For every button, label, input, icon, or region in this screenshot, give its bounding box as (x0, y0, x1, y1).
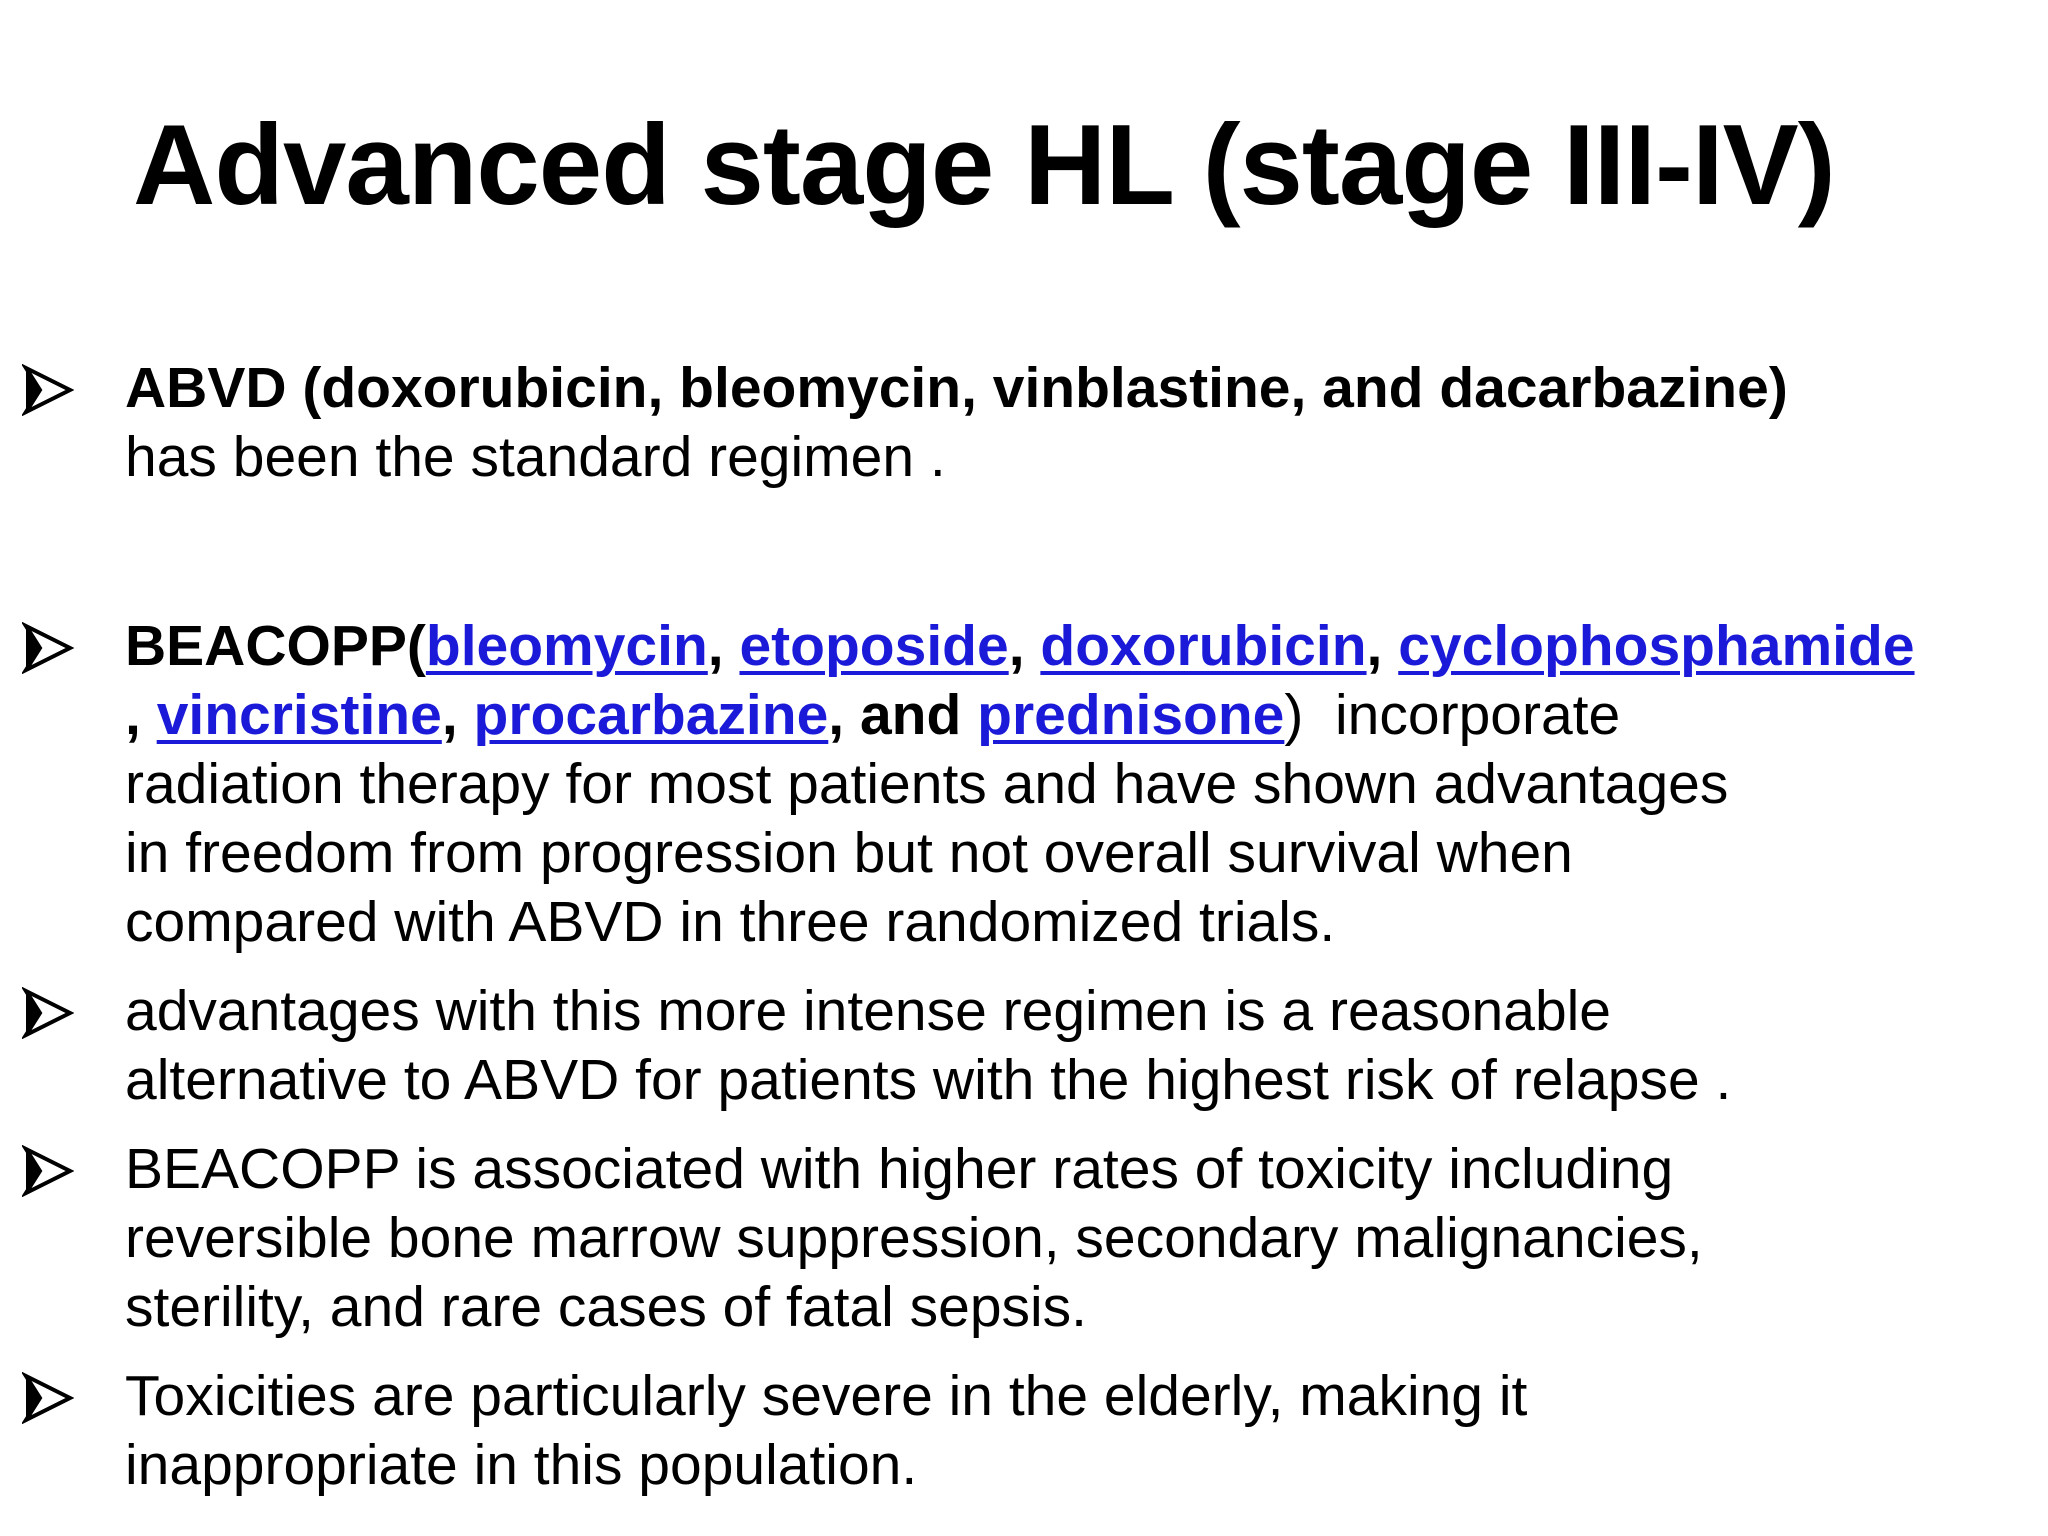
drug-link-prednisone[interactable]: prednisone (977, 683, 1285, 747)
arrowhead-bullet-icon (22, 987, 74, 1039)
bullet-prefix: BEACOPP( (125, 614, 426, 678)
bullet-text-line: reversible bone marrow suppression, secondary malignancies, (125, 1206, 1703, 1270)
bullet-item (0, 1362, 2025, 1500)
separator: , and (828, 683, 978, 747)
bullet-text-line: advantages with this more intense regimen is a reasonable (125, 979, 1612, 1043)
bullet-text: incorporate (1303, 683, 1621, 747)
bullet-text-line: compared with ABVD in three randomized trials. (125, 890, 1336, 954)
bullet-item (0, 354, 2025, 492)
bullet-text-line: in freedom from progression but not overall survival when (125, 821, 1573, 885)
arrowhead-bullet-icon (22, 1145, 74, 1197)
separator: , (707, 614, 740, 678)
separator: , (125, 683, 157, 747)
bullet-text-line: alternative to ABVD for patients with the highest risk of relapse . (125, 1048, 1732, 1112)
arrowhead-bullet-icon (22, 1372, 74, 1424)
separator: , (1366, 614, 1399, 678)
drug-link-bleomycin[interactable]: bleomycin (425, 614, 708, 678)
drug-link-procarbazine[interactable]: procarbazine (473, 683, 829, 747)
separator: , (441, 683, 474, 747)
bullet-item (0, 1135, 2025, 1342)
separator: , (1008, 614, 1041, 678)
bullet-text-line: sterility, and rare cases of fatal sepsis. (125, 1275, 1088, 1339)
bullet-text: has been the standard regimen . (125, 425, 946, 489)
arrowhead-bullet-icon (22, 364, 74, 416)
arrowhead-bullet-icon (22, 622, 74, 674)
slide-title: Advanced stage HL (stage III-IV) (133, 102, 1835, 229)
drug-link-cyclophosphamide[interactable]: cyclophosphamide (1398, 614, 1915, 678)
bullet-list (0, 354, 2048, 1500)
bullet-text-line: radiation therapy for most patients and have shown advantages (125, 752, 1729, 816)
bullet-text-line: BEACOPP is associated with higher rates of toxicity including (125, 1137, 1674, 1201)
bullet-item (0, 977, 2025, 1115)
drug-link-etoposide[interactable]: etoposide (739, 614, 1009, 678)
bullet-bold-text: ABVD (doxorubicin, bleomycin, vinblastine, and dacarbazine) (125, 356, 1788, 420)
close-paren: ) (1284, 683, 1304, 747)
bullet-text-line: Toxicities are particularly severe in the elderly, making it (125, 1364, 1528, 1428)
bullet-text-line: inappropriate in this population. (125, 1433, 918, 1497)
drug-link-vincristine[interactable]: vincristine (156, 683, 442, 747)
drug-link-doxorubicin[interactable]: doxorubicin (1040, 614, 1367, 678)
bullet-item (0, 612, 2025, 957)
